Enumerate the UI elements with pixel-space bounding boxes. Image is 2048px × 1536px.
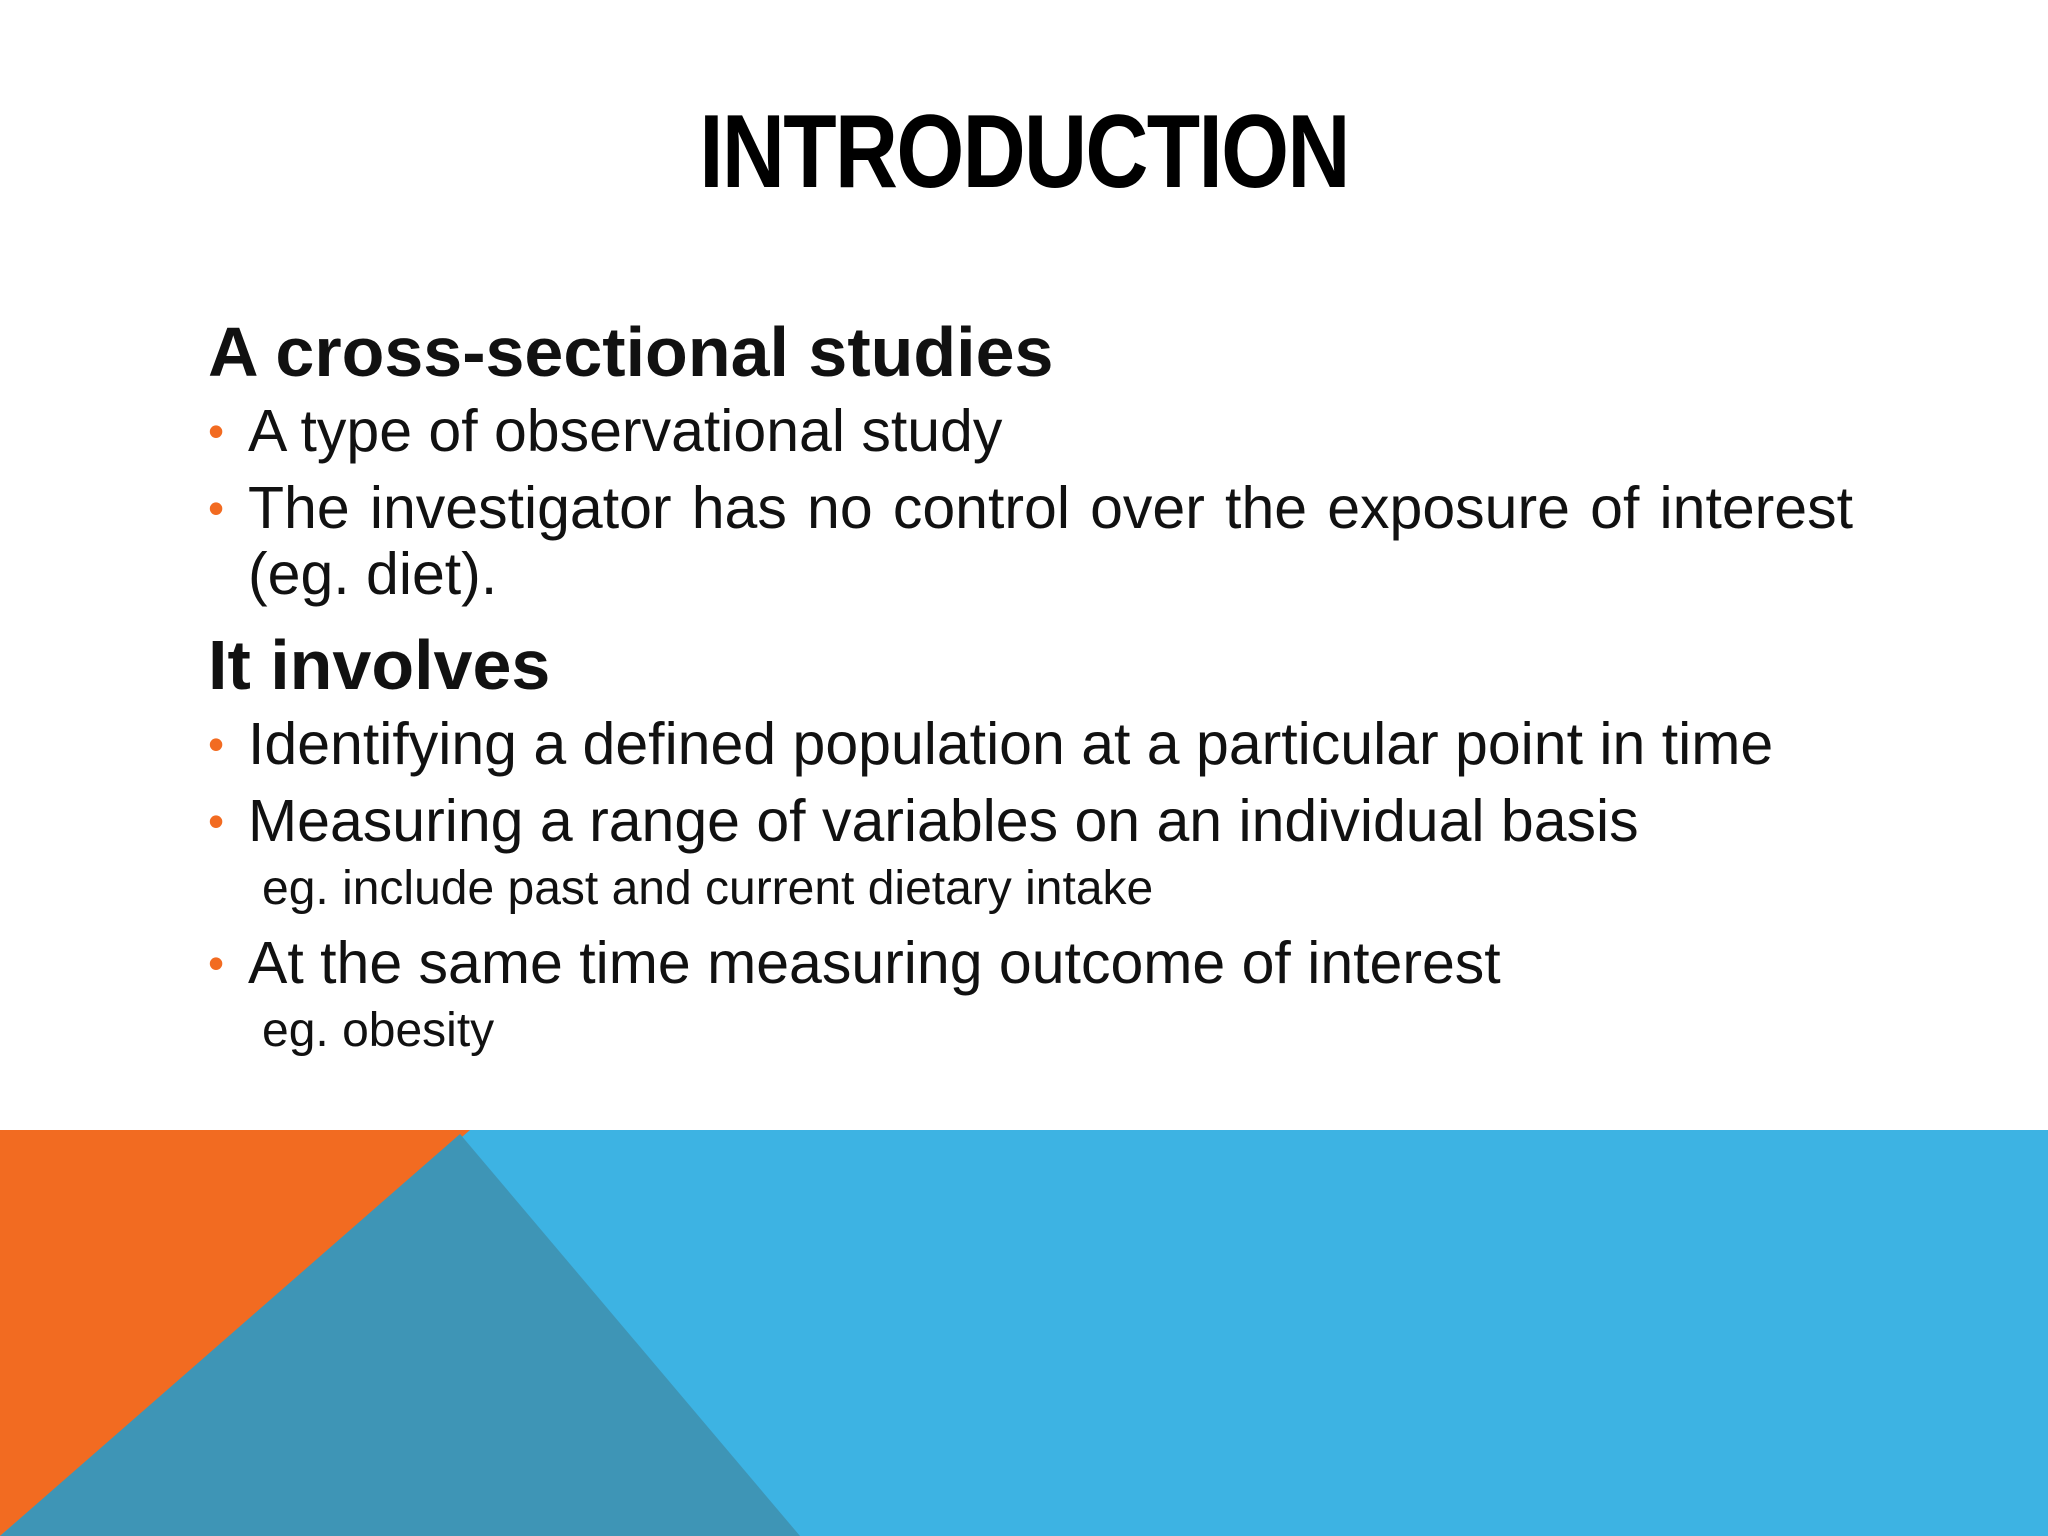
bullet-text: Measuring a range of variables on an individual basis	[248, 788, 1639, 854]
bullet-dot-icon: •	[208, 405, 225, 457]
bullet-dot-icon: •	[208, 795, 225, 847]
bullet-dot-icon: •	[208, 718, 225, 770]
bullet-dot-icon: •	[208, 937, 225, 989]
slide-content	[208, 306, 1853, 1061]
bullet-item	[208, 788, 1853, 854]
section-heading-it-involves: It involves	[208, 626, 551, 704]
section-heading-cross-sectional: A cross-sectional studies	[208, 313, 1054, 391]
slide-title: INTRODUCTION	[699, 94, 1349, 210]
sub-note: eg. include past and current dietary intake	[262, 862, 1154, 915]
bullet-text: The investigator has no control over the exposure of interest (eg. diet).	[248, 475, 1853, 607]
bullet-item	[208, 475, 1853, 607]
bullet-item	[208, 398, 1853, 464]
bullet-item	[208, 930, 1853, 996]
bullet-item	[208, 711, 1853, 777]
bullet-text: At the same time measuring outcome of interest	[248, 930, 1501, 996]
bullet-dot-icon: •	[208, 482, 225, 534]
sub-note: eg. obesity	[262, 1004, 495, 1057]
bullet-text: A type of observational study	[248, 398, 1003, 464]
bullet-text: Identifying a defined population at a particular point in time	[248, 711, 1774, 777]
